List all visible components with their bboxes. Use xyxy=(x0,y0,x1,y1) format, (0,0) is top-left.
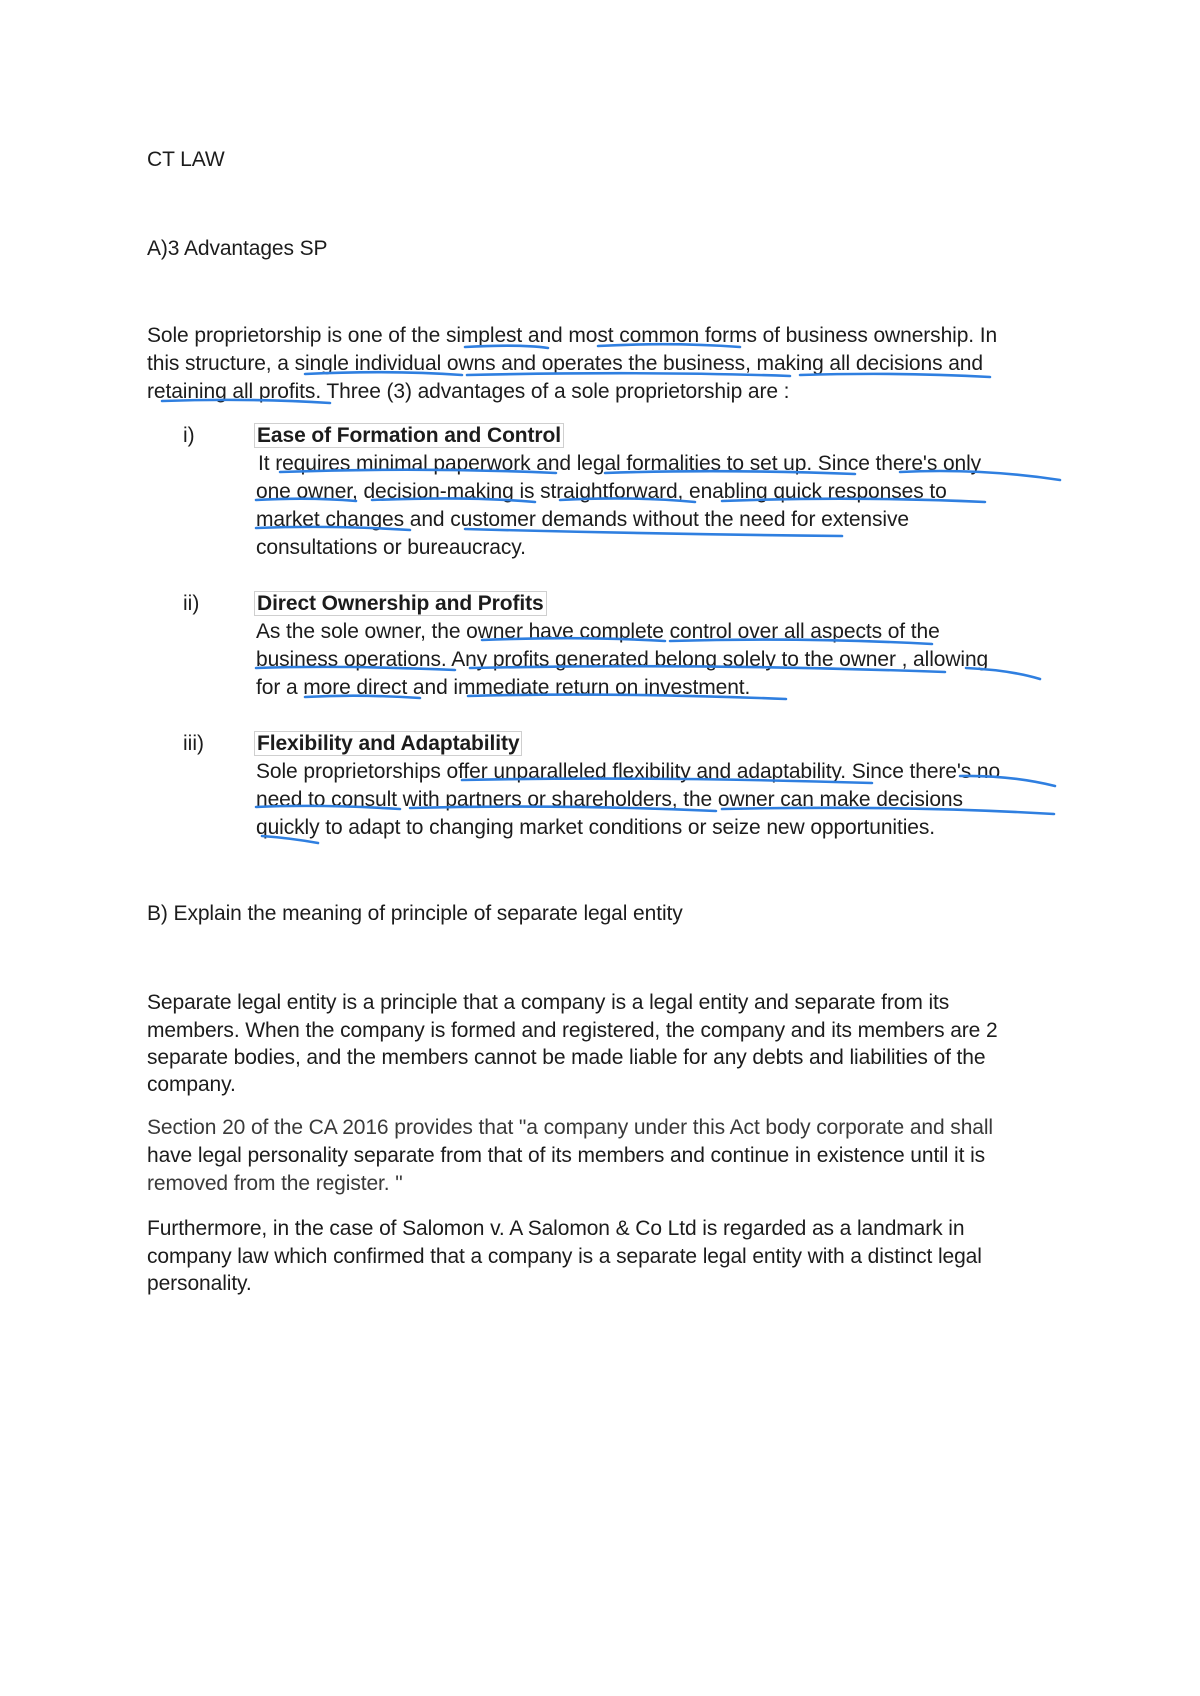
item-line: market changes and customer demands without the need for extensive xyxy=(256,508,909,531)
item-line: It requires minimal paperwork and legal formalities to set up. Since there's only xyxy=(258,452,982,475)
para1-line: Separate legal entity is a principle that a company is a legal entity and separate from its xyxy=(147,991,950,1014)
para3-line: Furthermore, in the case of Salomon v. A Salomon & Co Ltd is regarded as a landmark in xyxy=(147,1217,965,1240)
para2-line: Section 20 of the CA 2016 provides that "a company under this Act body corporate and shall xyxy=(147,1116,993,1139)
item-line: As the sole owner, the owner have complete control over all aspects of the xyxy=(256,620,940,643)
item-heading-text: Ease of Formation and Control xyxy=(254,423,564,448)
para1-line: members. When the company is formed and registered, the company and its members are 2 xyxy=(147,1019,998,1042)
item-line: one owner, decision-making is straightforward, enabling quick responses to xyxy=(256,480,947,503)
item-line: need to consult with partners or shareholders, the owner can make decisions xyxy=(256,788,963,811)
item-line: business operations. Any profits generated belong solely to the owner , allowing xyxy=(256,648,989,671)
para1-line: separate bodies, and the members cannot be made liable for any debts and liabilities of the xyxy=(147,1046,986,1069)
para1-line: company. xyxy=(147,1073,236,1096)
intro-line-2: this structure, a single individual owns and operates the business, making all decisions and xyxy=(147,352,983,375)
item-numeral: ii) xyxy=(183,592,200,615)
item-heading xyxy=(254,422,564,450)
para2-line: removed from the register. " xyxy=(147,1172,403,1195)
para3-line: personality. xyxy=(147,1272,252,1295)
document-title: CT LAW xyxy=(147,148,225,171)
item-heading xyxy=(254,730,522,758)
para2-line: have legal personality separate from that of its members and continue in existence until it is xyxy=(147,1144,986,1167)
item-line: consultations or bureaucracy. xyxy=(256,536,526,559)
item-numeral: iii) xyxy=(183,732,204,755)
para3-line: company law which confirmed that a company is a separate legal entity with a distinct legal xyxy=(147,1245,982,1268)
section-b-heading: B) Explain the meaning of principle of separate legal entity xyxy=(147,902,683,925)
item-numeral: i) xyxy=(183,424,195,447)
intro-line-3: retaining all profits. Three (3) advantages of a sole proprietorship are : xyxy=(147,380,790,403)
item-line: quickly to adapt to changing market conditions or seize new opportunities. xyxy=(256,816,935,839)
item-heading-text: Flexibility and Adaptability xyxy=(254,731,522,756)
item-heading-text: Direct Ownership and Profits xyxy=(254,591,547,616)
intro-line-1: Sole proprietorship is one of the simplest and most common forms of business ownership. In xyxy=(147,324,998,347)
item-line: Sole proprietorships offer unparalleled flexibility and adaptability. Since there's no xyxy=(256,760,1001,783)
section-a-heading: A)3 Advantages SP xyxy=(147,237,328,260)
item-line: for a more direct and immediate return on investment. xyxy=(256,676,751,699)
item-heading xyxy=(254,590,547,618)
